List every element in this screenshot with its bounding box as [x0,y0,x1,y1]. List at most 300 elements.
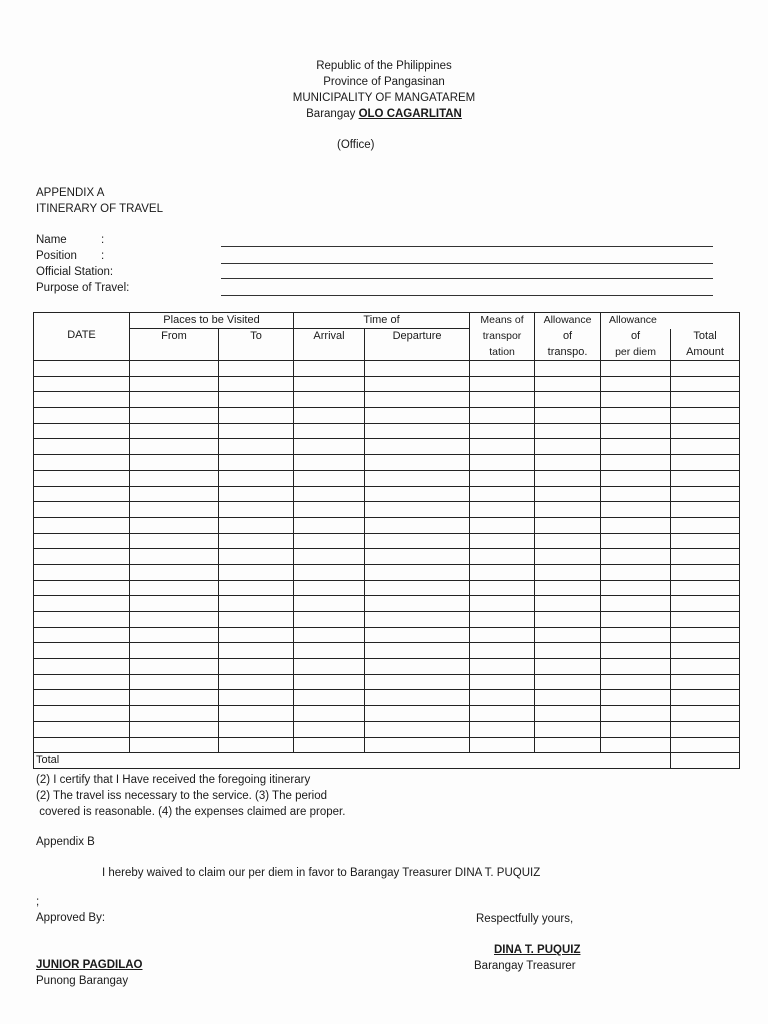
to-header: To [219,329,294,361]
table-cell[interactable] [294,627,365,643]
table-row [34,486,740,502]
table-cell[interactable] [34,376,130,392]
table-cell[interactable] [601,690,671,706]
table-cell[interactable] [601,533,671,549]
table-cell[interactable] [535,596,601,612]
table-cell[interactable] [470,643,535,659]
table-cell[interactable] [294,376,365,392]
table-row [34,690,740,706]
table-cell[interactable] [535,674,601,690]
table-cell[interactable] [294,690,365,706]
table-cell[interactable] [219,643,294,659]
approver-signature-block [36,957,143,989]
table-cell[interactable] [535,627,601,643]
table-cell[interactable] [601,596,671,612]
table-row [34,564,740,580]
official-station-field-line[interactable] [221,278,713,279]
table-cell[interactable] [34,502,130,518]
table-cell[interactable] [130,612,219,628]
table-row [34,361,740,377]
approved-by-label: Approved By: [36,912,106,924]
table-cell[interactable] [294,470,365,486]
table-cell[interactable] [219,674,294,690]
table-cell[interactable] [365,423,470,439]
total-header-1: Total [671,329,740,345]
table-cell[interactable] [294,612,365,628]
table-row [34,470,740,486]
table-cell[interactable] [294,737,365,753]
table-cell[interactable] [294,408,365,424]
table-cell[interactable] [294,659,365,675]
treasurer-title: Barangay Treasurer [474,960,576,972]
name-field-line[interactable] [221,246,713,247]
table-cell[interactable] [671,502,740,518]
table-cell[interactable] [34,423,130,439]
province-line: Province of Pangasinan [323,76,445,88]
table-cell[interactable] [294,706,365,722]
table-row [34,596,740,612]
table-cell[interactable] [294,439,365,455]
total-header-2: Amount [671,345,740,361]
table-cell[interactable] [671,517,740,533]
table-cell[interactable] [365,533,470,549]
approver-title: Punong Barangay [36,975,129,987]
position-field-label: Position : [36,250,105,262]
table-cell[interactable] [671,549,740,565]
certification-line-1: (2) I certify that I Have received the foregoing itinerary [36,774,311,786]
table-cell[interactable] [535,502,601,518]
table-cell[interactable] [535,486,601,502]
from-header: From [130,329,219,361]
table-cell[interactable] [470,580,535,596]
table-cell[interactable] [219,564,294,580]
table-cell[interactable] [365,376,470,392]
table-row [34,674,740,690]
semicolon-mark: ; [36,896,40,908]
table-cell[interactable] [535,690,601,706]
table-cell[interactable] [671,423,740,439]
table-cell[interactable] [219,533,294,549]
table-cell[interactable] [535,721,601,737]
table-cell[interactable] [601,376,671,392]
appendix-a-title: APPENDIX A [36,187,105,199]
table-cell[interactable] [34,455,130,471]
table-cell[interactable] [470,564,535,580]
table-cell[interactable] [219,596,294,612]
table-cell[interactable] [365,659,470,675]
table-cell[interactable] [470,737,535,753]
table-cell[interactable] [601,408,671,424]
date-header: DATE [34,313,130,361]
departure-header: Departure [365,329,470,361]
treasurer-name: DINA T. PUQUIZ [494,944,581,956]
table-cell[interactable] [365,361,470,377]
table-row [34,549,740,565]
table-cell[interactable] [130,690,219,706]
table-cell[interactable] [601,564,671,580]
table-cell[interactable] [294,643,365,659]
table-cell[interactable] [130,533,219,549]
table-cell[interactable] [34,564,130,580]
table-cell[interactable] [365,690,470,706]
certification-line-3: covered is reasonable. (4) the expenses claimed are proper. [36,806,346,818]
table-row [34,392,740,408]
table-cell[interactable] [365,486,470,502]
table-cell[interactable] [671,674,740,690]
table-cell[interactable] [130,674,219,690]
table-cell[interactable] [365,674,470,690]
allow-transpo-header-2: of [535,329,601,345]
table-cell[interactable] [365,737,470,753]
table-cell[interactable] [601,580,671,596]
table-cell[interactable] [671,627,740,643]
table-cell[interactable] [470,439,535,455]
allow-transpo-header-3: transpo. [535,345,601,361]
table-cell[interactable] [470,486,535,502]
table-cell[interactable] [130,408,219,424]
table-cell[interactable] [365,408,470,424]
table-cell[interactable] [34,549,130,565]
table-cell[interactable] [365,549,470,565]
table-cell[interactable] [130,737,219,753]
official-station-label: Official Station: [36,266,114,278]
table-cell[interactable] [470,674,535,690]
table-cell[interactable] [365,612,470,628]
table-cell[interactable] [130,455,219,471]
position-field-line[interactable] [221,263,713,264]
table-cell[interactable] [601,706,671,722]
table-cell[interactable] [535,376,601,392]
table-cell[interactable] [470,470,535,486]
table-cell[interactable] [294,423,365,439]
table-cell[interactable] [470,361,535,377]
table-cell[interactable] [470,408,535,424]
table-cell[interactable] [130,643,219,659]
table-cell[interactable] [470,690,535,706]
table-cell[interactable] [601,643,671,659]
table-cell[interactable] [365,439,470,455]
table-cell[interactable] [34,408,130,424]
table-cell[interactable] [470,706,535,722]
table-cell[interactable] [601,423,671,439]
places-group-header: Places to be Visited [130,313,294,329]
table-row [34,423,740,439]
table-cell[interactable] [219,470,294,486]
purpose-of-travel-label: Purpose of Travel: [36,282,130,294]
table-cell[interactable] [671,486,740,502]
table-cell[interactable] [294,502,365,518]
table-cell[interactable] [294,486,365,502]
table-cell[interactable] [34,392,130,408]
table-row [34,439,740,455]
table-cell[interactable] [365,643,470,659]
table-cell[interactable] [219,690,294,706]
table-cell[interactable] [130,564,219,580]
table-cell[interactable] [470,376,535,392]
table-cell[interactable] [130,706,219,722]
table-cell[interactable] [535,392,601,408]
table-cell[interactable] [535,737,601,753]
appendix-a-subtitle: ITINERARY OF TRAVEL [36,203,163,215]
table-cell[interactable] [470,549,535,565]
table-cell[interactable] [671,392,740,408]
table-cell[interactable] [219,392,294,408]
approver-name: JUNIOR PAGDILAO [36,959,143,971]
table-cell[interactable] [219,376,294,392]
table-cell[interactable] [470,596,535,612]
table-cell[interactable] [671,721,740,737]
table-cell[interactable] [219,721,294,737]
republic-line: Republic of the Philippines [316,60,452,72]
table-cell[interactable] [601,674,671,690]
table-cell[interactable] [470,533,535,549]
means-header-1: Means of [470,313,535,329]
table-cell[interactable] [535,439,601,455]
table-cell[interactable] [294,455,365,471]
table-cell[interactable] [671,533,740,549]
table-cell[interactable] [671,690,740,706]
table-cell[interactable] [535,564,601,580]
letterhead [0,58,768,122]
table-cell[interactable] [130,392,219,408]
table-row [34,643,740,659]
table-cell[interactable] [671,455,740,471]
table-cell[interactable] [34,627,130,643]
total-row-label: Total [34,753,671,769]
table-cell[interactable] [34,517,130,533]
table-cell[interactable] [34,486,130,502]
treasurer-signature-block [474,942,580,974]
table-row [34,376,740,392]
table-cell[interactable] [34,470,130,486]
table-cell[interactable] [671,470,740,486]
table-cell[interactable] [365,517,470,533]
table-cell[interactable] [219,627,294,643]
table-cell[interactable] [294,533,365,549]
table-cell[interactable] [470,517,535,533]
table-cell[interactable] [535,470,601,486]
table-cell[interactable] [470,612,535,628]
table-cell[interactable] [601,721,671,737]
certification-block [36,772,345,820]
purpose-field-line[interactable] [221,295,713,296]
table-row [34,612,740,628]
table-cell[interactable] [219,439,294,455]
name-field-label: Name : [36,234,105,246]
table-cell[interactable] [601,361,671,377]
table-cell[interactable] [671,580,740,596]
table-cell[interactable] [34,674,130,690]
means-header-2: transpor [470,329,535,345]
table-row [34,580,740,596]
table-cell[interactable] [294,580,365,596]
table-cell[interactable] [601,439,671,455]
table-cell[interactable] [671,659,740,675]
table-cell[interactable] [219,737,294,753]
table-cell[interactable] [601,627,671,643]
table-cell[interactable] [470,659,535,675]
table-cell[interactable] [130,549,219,565]
table-cell[interactable] [601,455,671,471]
office-label: (Office) [337,139,375,151]
table-cell[interactable] [294,564,365,580]
table-cell[interactable] [294,721,365,737]
barangay-line [0,106,768,122]
table-cell[interactable] [535,643,601,659]
table-cell[interactable] [365,392,470,408]
respectfully-label: Respectfully yours, [476,913,574,925]
table-cell[interactable] [535,423,601,439]
certification-line-2: (2) The travel iss necessary to the service. (3) The period [36,790,328,802]
table-cell[interactable] [34,533,130,549]
municipality-line: MUNICIPALITY OF MANGATAREM [292,92,476,104]
table-cell[interactable] [470,455,535,471]
table-cell[interactable] [34,361,130,377]
table-cell[interactable] [294,517,365,533]
table-cell[interactable] [601,659,671,675]
table-cell[interactable] [535,533,601,549]
table-cell[interactable] [535,580,601,596]
table-cell[interactable] [130,627,219,643]
appendix-b-title: Appendix B [36,836,95,848]
table-cell[interactable] [671,439,740,455]
table-cell[interactable] [219,549,294,565]
table-cell[interactable] [365,502,470,518]
table-cell[interactable] [470,721,535,737]
table-cell[interactable] [294,392,365,408]
table-cell[interactable] [535,361,601,377]
table-cell[interactable] [294,596,365,612]
table-cell[interactable] [130,376,219,392]
table-header [34,313,740,361]
table-cell[interactable] [671,643,740,659]
table-cell[interactable] [130,361,219,377]
table-cell[interactable] [219,408,294,424]
means-header-3: tation [470,345,535,361]
table-cell[interactable] [219,580,294,596]
table-cell[interactable] [34,706,130,722]
time-group-header: Time of [294,313,470,329]
table-cell[interactable] [130,659,219,675]
table-cell[interactable] [130,580,219,596]
table-row [34,533,740,549]
table-cell[interactable] [130,470,219,486]
table-cell[interactable] [601,737,671,753]
table-cell[interactable] [34,690,130,706]
table-cell[interactable] [365,580,470,596]
table-cell[interactable] [601,392,671,408]
table-row [34,455,740,471]
table-cell[interactable] [130,486,219,502]
table-row [34,721,740,737]
table-cell[interactable] [535,455,601,471]
table-cell[interactable] [219,659,294,675]
table-cell[interactable] [130,721,219,737]
table-cell[interactable] [34,580,130,596]
table-cell[interactable] [219,486,294,502]
table-cell[interactable] [671,408,740,424]
table-cell[interactable] [365,627,470,643]
total-row-amount[interactable] [671,753,740,769]
table-cell[interactable] [34,612,130,628]
allow-diem-header-1: Allowance [601,313,671,329]
table-cell[interactable] [130,596,219,612]
allow-diem-header-2: of [601,329,671,345]
table-cell[interactable] [470,423,535,439]
table-cell[interactable] [365,455,470,471]
table-row [34,737,740,753]
table-cell[interactable] [671,737,740,753]
table-cell[interactable] [470,502,535,518]
table-row [34,627,740,643]
table-cell[interactable] [34,721,130,737]
table-cell[interactable] [130,517,219,533]
arrival-header: Arrival [294,329,365,361]
table-cell[interactable] [34,643,130,659]
barangay-prefix: Barangay [306,108,356,120]
appendix-a-heading [36,185,163,217]
table-cell[interactable] [130,423,219,439]
itinerary-table [33,312,740,769]
table-cell[interactable] [470,627,535,643]
table-cell[interactable] [671,596,740,612]
table-row [34,659,740,675]
table-cell[interactable] [219,361,294,377]
table-cell[interactable] [601,549,671,565]
table-cell[interactable] [34,737,130,753]
table-cell[interactable] [130,502,219,518]
table-cell[interactable] [535,517,601,533]
table-cell[interactable] [470,392,535,408]
table-cell[interactable] [219,423,294,439]
table-cell[interactable] [671,706,740,722]
table-cell[interactable] [601,517,671,533]
table-cell[interactable] [535,408,601,424]
table-cell[interactable] [34,596,130,612]
table-cell[interactable] [535,706,601,722]
table-cell[interactable] [601,502,671,518]
table-cell[interactable] [219,706,294,722]
table-cell[interactable] [671,564,740,580]
table-cell[interactable] [365,596,470,612]
waiver-statement: I hereby waived to claim our per diem in favor to Barangay Treasurer DINA T. PUQUIZ [102,867,541,879]
table-cell[interactable] [671,376,740,392]
table-cell[interactable] [671,612,740,628]
table-cell[interactable] [219,517,294,533]
table-cell[interactable] [365,564,470,580]
table-cell[interactable] [601,486,671,502]
table-cell[interactable] [671,361,740,377]
table-cell[interactable] [365,470,470,486]
table-cell[interactable] [34,659,130,675]
table-cell[interactable] [535,659,601,675]
table-cell[interactable] [601,612,671,628]
table-cell[interactable] [535,612,601,628]
table-row [34,408,740,424]
table-cell[interactable] [219,455,294,471]
table-cell[interactable] [294,361,365,377]
table-cell[interactable] [294,549,365,565]
table-cell[interactable] [219,612,294,628]
table-cell[interactable] [365,706,470,722]
table-cell[interactable] [601,470,671,486]
table-cell[interactable] [294,674,365,690]
table-cell[interactable] [219,502,294,518]
table-cell[interactable] [130,439,219,455]
table-cell[interactable] [34,439,130,455]
table-cell[interactable] [365,721,470,737]
table-cell[interactable] [535,549,601,565]
